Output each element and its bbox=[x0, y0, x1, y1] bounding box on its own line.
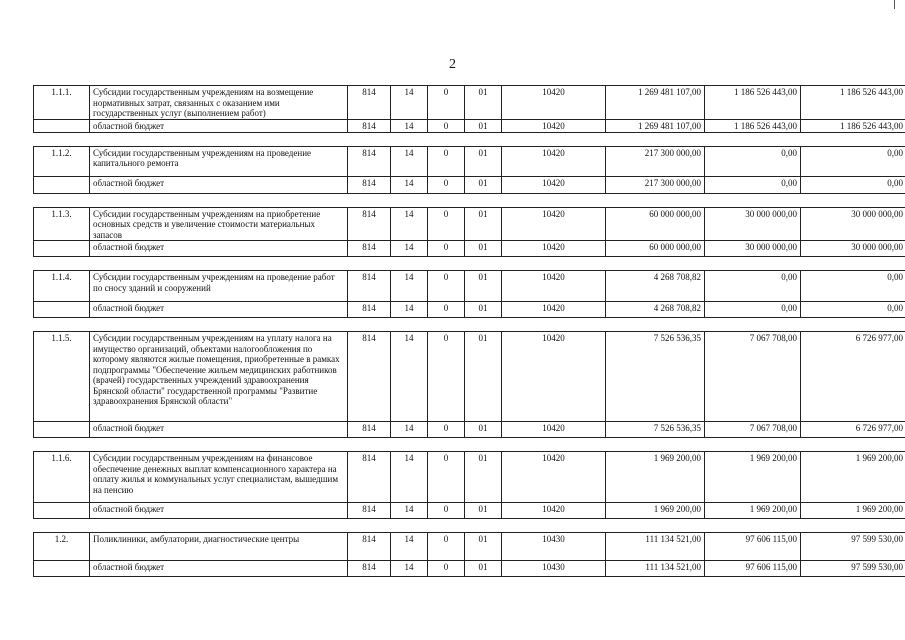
code-ministry: 814 bbox=[348, 452, 391, 503]
spacer-cell bbox=[705, 318, 801, 332]
amount-year-2: 97 606 115,00 bbox=[705, 533, 801, 561]
spacer-cell bbox=[348, 318, 391, 332]
amount-year-2: 1 969 200,00 bbox=[705, 503, 801, 519]
amount-year-1: 1 969 200,00 bbox=[606, 503, 705, 519]
code-subprogram: 01 bbox=[465, 332, 502, 422]
code-direction: 10420 bbox=[502, 452, 606, 503]
table-row bbox=[34, 533, 905, 561]
code-section: 14 bbox=[391, 503, 428, 519]
code-direction: 10430 bbox=[502, 561, 606, 577]
spacer-cell bbox=[348, 257, 391, 271]
row-description: областной бюджет bbox=[90, 120, 348, 133]
spacer-cell bbox=[465, 257, 502, 271]
code-program: 0 bbox=[428, 120, 465, 133]
row-description: областной бюджет bbox=[90, 241, 348, 257]
spacer-cell bbox=[502, 132, 606, 146]
code-direction: 10420 bbox=[502, 146, 606, 176]
spacer-cell bbox=[391, 519, 428, 533]
code-program: 0 bbox=[428, 176, 465, 193]
row-number bbox=[34, 241, 90, 257]
code-section: 14 bbox=[391, 241, 428, 257]
table-row-subtotal bbox=[34, 241, 905, 257]
spacer-cell bbox=[428, 438, 465, 452]
amount-year-3: 0,00 bbox=[801, 302, 905, 318]
spacer-cell bbox=[502, 519, 606, 533]
code-direction: 10420 bbox=[502, 332, 606, 422]
table-row bbox=[34, 332, 905, 422]
spacer-cell bbox=[705, 257, 801, 271]
code-section: 14 bbox=[391, 422, 428, 438]
amount-year-2: 0,00 bbox=[705, 302, 801, 318]
code-subprogram: 01 bbox=[465, 452, 502, 503]
spacer-cell bbox=[606, 193, 705, 207]
spacer-cell bbox=[90, 318, 348, 332]
amount-year-2: 1 186 526 443,00 bbox=[705, 86, 801, 120]
code-program: 0 bbox=[428, 332, 465, 422]
code-subprogram: 01 bbox=[465, 533, 502, 561]
table-row-subtotal bbox=[34, 302, 905, 318]
row-number: 1.2. bbox=[34, 533, 90, 561]
table-row-subtotal bbox=[34, 503, 905, 519]
row-description: Субсидии государственным учреждениям на проведение капитального ремонта bbox=[90, 146, 348, 176]
code-section: 14 bbox=[391, 561, 428, 577]
row-number bbox=[34, 120, 90, 133]
amount-year-3: 30 000 000,00 bbox=[801, 241, 905, 257]
code-ministry: 814 bbox=[348, 533, 391, 561]
spacer-cell bbox=[90, 519, 348, 533]
code-section: 14 bbox=[391, 120, 428, 133]
amount-year-1: 111 134 521,00 bbox=[606, 533, 705, 561]
code-subprogram: 01 bbox=[465, 422, 502, 438]
code-ministry: 814 bbox=[348, 146, 391, 176]
amount-year-1: 217 300 000,00 bbox=[606, 146, 705, 176]
code-program: 0 bbox=[428, 561, 465, 577]
code-section: 14 bbox=[391, 332, 428, 422]
amount-year-3: 97 599 530,00 bbox=[801, 561, 905, 577]
row-description: Субсидии государственным учреждениям на приобретение основных средств и увеличение стоимости материальных запасов bbox=[90, 207, 348, 241]
spacer-cell bbox=[428, 132, 465, 146]
table-row bbox=[34, 452, 905, 503]
spacer-cell bbox=[705, 132, 801, 146]
row-description: Субсидии государственным учреждениям на уплату налога на имущество организаций, объектами налогообложения по которому являются жилые помещения, приобретенные в рамках подпрограммы "Обеспечение жильем медицинских работников (врачей) государственных учреждений здравоохранения Брянской области" государственной программы "Развитие здравоохранения Брянской области" bbox=[90, 332, 348, 422]
table-row-subtotal bbox=[34, 120, 905, 133]
code-subprogram: 01 bbox=[465, 86, 502, 120]
spacer-cell bbox=[428, 193, 465, 207]
amount-year-3: 30 000 000,00 bbox=[801, 207, 905, 241]
amount-year-2: 97 606 115,00 bbox=[705, 561, 801, 577]
amount-year-1: 60 000 000,00 bbox=[606, 207, 705, 241]
code-section: 14 bbox=[391, 86, 428, 120]
spacer-cell bbox=[34, 132, 90, 146]
table-row bbox=[34, 86, 905, 120]
spacer-cell bbox=[391, 257, 428, 271]
amount-year-2: 7 067 708,00 bbox=[705, 332, 801, 422]
row-number bbox=[34, 302, 90, 318]
code-section: 14 bbox=[391, 533, 428, 561]
row-description: Субсидии государственным учреждениям на финансовое обеспечение денежных выплат компенсационного характера на оплату жилья и коммунальных услуг специалистам, вышедшим на пенсию bbox=[90, 452, 348, 503]
amount-year-3: 0,00 bbox=[801, 176, 905, 193]
amount-year-2: 0,00 bbox=[705, 176, 801, 193]
row-description: областной бюджет bbox=[90, 561, 348, 577]
row-description: Субсидии государственным учреждениям на возмещение нормативных затрат, связанных с оказанием ими государственных услуг (выполнением работ) bbox=[90, 86, 348, 120]
row-description: Поликлиники, амбулатории, диагностические центры bbox=[90, 533, 348, 561]
spacer-cell bbox=[606, 318, 705, 332]
amount-year-1: 111 134 521,00 bbox=[606, 561, 705, 577]
code-section: 14 bbox=[391, 176, 428, 193]
amount-year-2: 7 067 708,00 bbox=[705, 422, 801, 438]
spacer-cell bbox=[606, 132, 705, 146]
code-ministry: 814 bbox=[348, 86, 391, 120]
code-direction: 10420 bbox=[502, 503, 606, 519]
amount-year-2: 0,00 bbox=[705, 271, 801, 302]
row-spacer bbox=[34, 318, 905, 332]
row-number: 1.1.5. bbox=[34, 332, 90, 422]
code-ministry: 814 bbox=[348, 176, 391, 193]
spacer-cell bbox=[705, 438, 801, 452]
code-direction: 10420 bbox=[502, 241, 606, 257]
row-spacer bbox=[34, 438, 905, 452]
code-program: 0 bbox=[428, 503, 465, 519]
spacer-cell bbox=[801, 132, 905, 146]
row-number: 1.1.6. bbox=[34, 452, 90, 503]
amount-year-3: 6 726 977,00 bbox=[801, 422, 905, 438]
code-ministry: 814 bbox=[348, 241, 391, 257]
code-program: 0 bbox=[428, 302, 465, 318]
spacer-cell bbox=[606, 257, 705, 271]
code-subprogram: 01 bbox=[465, 302, 502, 318]
spacer-cell bbox=[90, 257, 348, 271]
page-number: 2 bbox=[449, 57, 456, 72]
row-description: областной бюджет bbox=[90, 503, 348, 519]
spacer-cell bbox=[801, 438, 905, 452]
spacer-cell bbox=[801, 193, 905, 207]
code-direction: 10430 bbox=[502, 533, 606, 561]
table-row bbox=[34, 146, 905, 176]
spacer-cell bbox=[428, 318, 465, 332]
amount-year-1: 4 268 708,82 bbox=[606, 271, 705, 302]
spacer-cell bbox=[34, 257, 90, 271]
code-section: 14 bbox=[391, 302, 428, 318]
amount-year-3: 1 969 200,00 bbox=[801, 452, 905, 503]
code-program: 0 bbox=[428, 241, 465, 257]
code-program: 0 bbox=[428, 271, 465, 302]
spacer-cell bbox=[465, 193, 502, 207]
spacer-cell bbox=[34, 193, 90, 207]
spacer-cell bbox=[606, 438, 705, 452]
code-program: 0 bbox=[428, 452, 465, 503]
amount-year-3: 0,00 bbox=[801, 271, 905, 302]
spacer-cell bbox=[90, 193, 348, 207]
spacer-cell bbox=[348, 438, 391, 452]
spacer-cell bbox=[391, 318, 428, 332]
amount-year-1: 1 269 481 107,00 bbox=[606, 86, 705, 120]
code-direction: 10420 bbox=[502, 120, 606, 133]
spacer-cell bbox=[34, 438, 90, 452]
spacer-cell bbox=[34, 318, 90, 332]
code-subprogram: 01 bbox=[465, 503, 502, 519]
spacer-cell bbox=[465, 132, 502, 146]
row-description: областной бюджет bbox=[90, 176, 348, 193]
spacer-cell bbox=[502, 438, 606, 452]
spacer-cell bbox=[465, 318, 502, 332]
amount-year-3: 1 969 200,00 bbox=[801, 503, 905, 519]
code-section: 14 bbox=[391, 452, 428, 503]
spacer-cell bbox=[90, 132, 348, 146]
spacer-cell bbox=[348, 132, 391, 146]
code-ministry: 814 bbox=[348, 302, 391, 318]
table-row bbox=[34, 271, 905, 302]
amount-year-2: 30 000 000,00 bbox=[705, 207, 801, 241]
row-number bbox=[34, 422, 90, 438]
row-spacer bbox=[34, 257, 905, 271]
table-row-subtotal bbox=[34, 176, 905, 193]
amount-year-1: 60 000 000,00 bbox=[606, 241, 705, 257]
code-ministry: 814 bbox=[348, 332, 391, 422]
spacer-cell bbox=[34, 519, 90, 533]
code-section: 14 bbox=[391, 271, 428, 302]
code-ministry: 814 bbox=[348, 561, 391, 577]
spacer-cell bbox=[801, 519, 905, 533]
row-number: 1.1.4. bbox=[34, 271, 90, 302]
page-edge-mark bbox=[894, 0, 895, 9]
amount-year-1: 7 526 536,35 bbox=[606, 332, 705, 422]
code-section: 14 bbox=[391, 207, 428, 241]
budget-table bbox=[33, 85, 905, 577]
code-program: 0 bbox=[428, 146, 465, 176]
row-number: 1.1.1. bbox=[34, 86, 90, 120]
spacer-cell bbox=[428, 257, 465, 271]
code-subprogram: 01 bbox=[465, 241, 502, 257]
spacer-cell bbox=[428, 519, 465, 533]
spacer-cell bbox=[391, 438, 428, 452]
spacer-cell bbox=[348, 193, 391, 207]
code-subprogram: 01 bbox=[465, 120, 502, 133]
spacer-cell bbox=[90, 438, 348, 452]
code-direction: 10420 bbox=[502, 207, 606, 241]
table-row-subtotal bbox=[34, 561, 905, 577]
code-program: 0 bbox=[428, 422, 465, 438]
row-description: Субсидии государственным учреждениям на проведение работ по сносу зданий и сооружений bbox=[90, 271, 348, 302]
code-ministry: 814 bbox=[348, 207, 391, 241]
code-direction: 10420 bbox=[502, 86, 606, 120]
spacer-cell bbox=[502, 193, 606, 207]
code-ministry: 814 bbox=[348, 120, 391, 133]
row-number: 1.1.2. bbox=[34, 146, 90, 176]
amount-year-2: 0,00 bbox=[705, 146, 801, 176]
spacer-cell bbox=[801, 257, 905, 271]
table-row bbox=[34, 207, 905, 241]
code-program: 0 bbox=[428, 207, 465, 241]
amount-year-2: 30 000 000,00 bbox=[705, 241, 801, 257]
amount-year-3: 6 726 977,00 bbox=[801, 332, 905, 422]
code-direction: 10420 bbox=[502, 176, 606, 193]
row-description: областной бюджет bbox=[90, 422, 348, 438]
code-direction: 10420 bbox=[502, 422, 606, 438]
amount-year-1: 1 969 200,00 bbox=[606, 452, 705, 503]
code-ministry: 814 bbox=[348, 422, 391, 438]
row-number: 1.1.3. bbox=[34, 207, 90, 241]
code-subprogram: 01 bbox=[465, 207, 502, 241]
spacer-cell bbox=[801, 318, 905, 332]
row-number bbox=[34, 561, 90, 577]
row-spacer bbox=[34, 132, 905, 146]
code-subprogram: 01 bbox=[465, 561, 502, 577]
code-ministry: 814 bbox=[348, 503, 391, 519]
amount-year-1: 1 269 481 107,00 bbox=[606, 120, 705, 133]
code-subprogram: 01 bbox=[465, 176, 502, 193]
spacer-cell bbox=[705, 193, 801, 207]
spacer-cell bbox=[606, 519, 705, 533]
amount-year-3: 0,00 bbox=[801, 146, 905, 176]
code-direction: 10420 bbox=[502, 271, 606, 302]
row-number bbox=[34, 503, 90, 519]
row-number bbox=[34, 176, 90, 193]
code-section: 14 bbox=[391, 146, 428, 176]
spacer-cell bbox=[502, 257, 606, 271]
code-program: 0 bbox=[428, 86, 465, 120]
spacer-cell bbox=[348, 519, 391, 533]
spacer-cell bbox=[391, 193, 428, 207]
amount-year-1: 217 300 000,00 bbox=[606, 176, 705, 193]
spacer-cell bbox=[465, 519, 502, 533]
row-description: областной бюджет bbox=[90, 302, 348, 318]
spacer-cell bbox=[391, 132, 428, 146]
table-row-subtotal bbox=[34, 422, 905, 438]
amount-year-3: 1 186 526 443,00 bbox=[801, 120, 905, 133]
amount-year-3: 97 599 530,00 bbox=[801, 533, 905, 561]
row-spacer bbox=[34, 519, 905, 533]
code-direction: 10420 bbox=[502, 302, 606, 318]
amount-year-2: 1 186 526 443,00 bbox=[705, 120, 801, 133]
amount-year-2: 1 969 200,00 bbox=[705, 452, 801, 503]
spacer-cell bbox=[465, 438, 502, 452]
spacer-cell bbox=[502, 318, 606, 332]
amount-year-3: 1 186 526 443,00 bbox=[801, 86, 905, 120]
code-subprogram: 01 bbox=[465, 271, 502, 302]
code-program: 0 bbox=[428, 533, 465, 561]
amount-year-1: 4 268 708,82 bbox=[606, 302, 705, 318]
code-subprogram: 01 bbox=[465, 146, 502, 176]
row-spacer bbox=[34, 193, 905, 207]
spacer-cell bbox=[705, 519, 801, 533]
code-ministry: 814 bbox=[348, 271, 391, 302]
amount-year-1: 7 526 536,35 bbox=[606, 422, 705, 438]
